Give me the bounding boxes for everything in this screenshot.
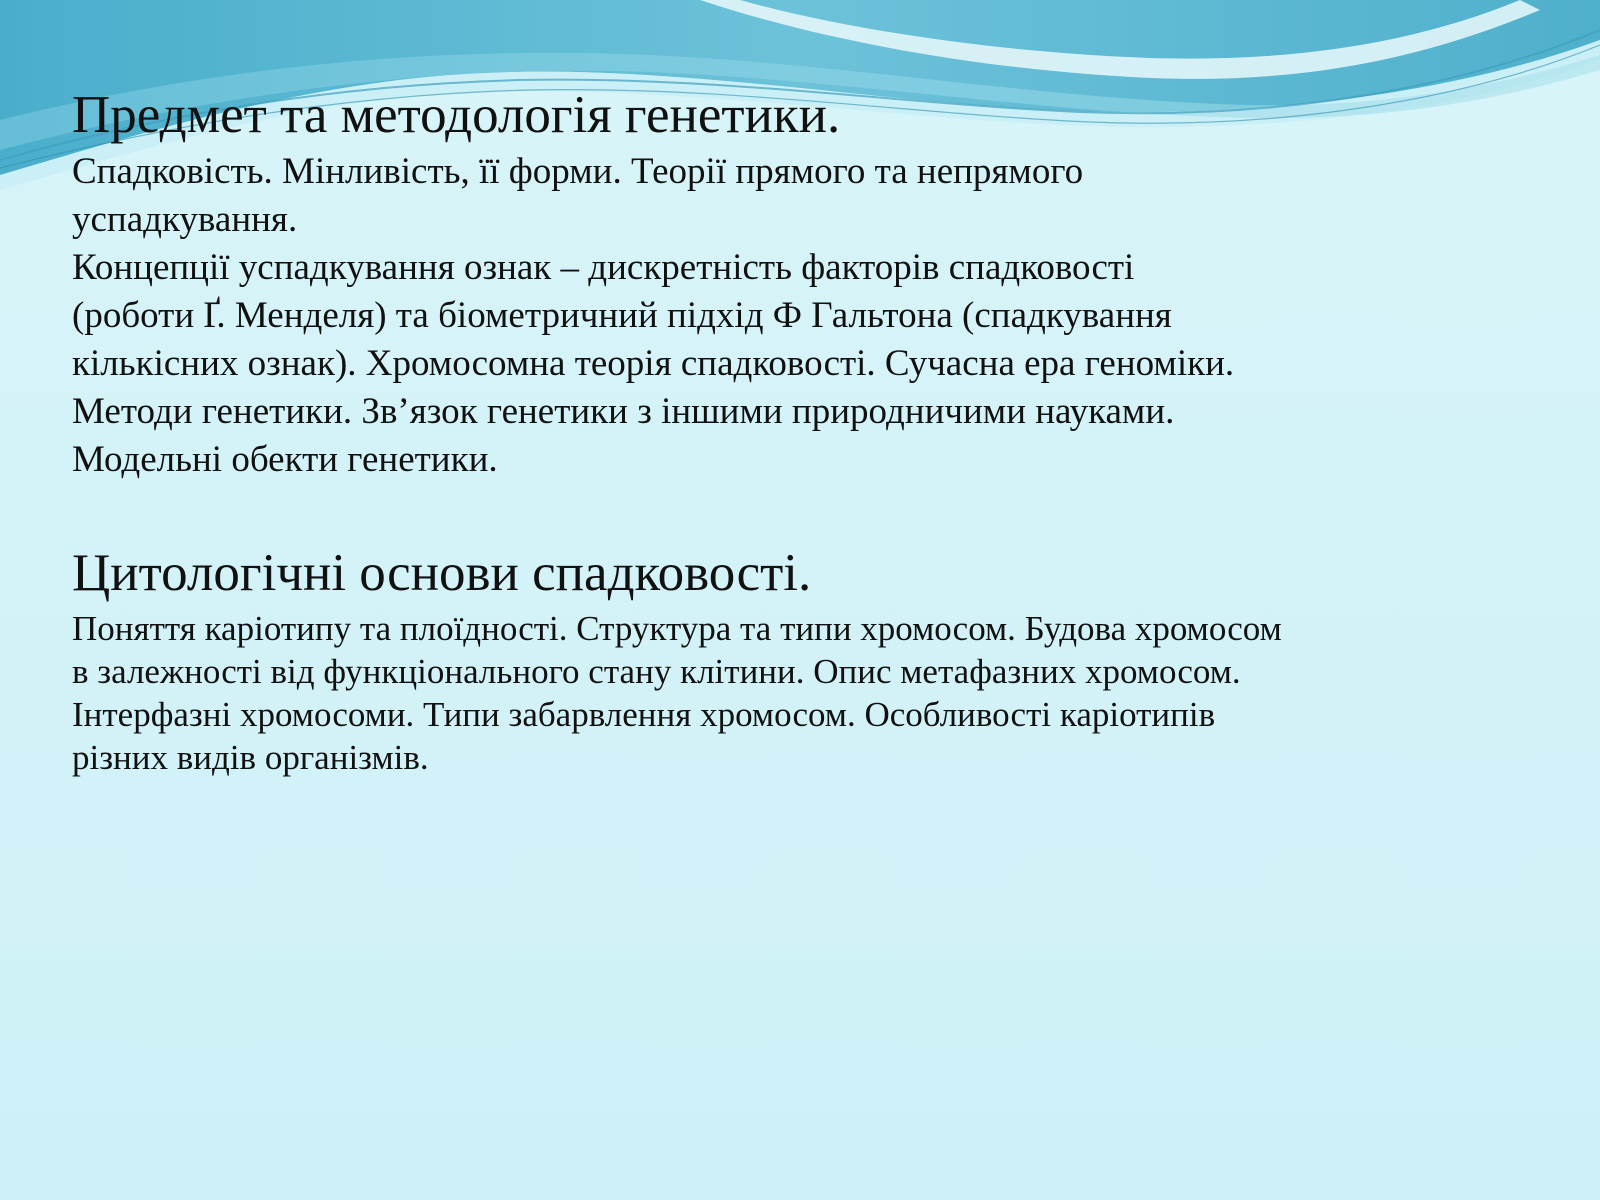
body-line: кількісних ознак). Хромосомна теорія спадковості. Сучасна ера геноміки.	[72, 342, 1235, 384]
section-genetics-subject	[72, 88, 1492, 484]
body-line: різних видів організмів.	[72, 738, 429, 778]
body-line: Методи генетики. Зв’язок генетики з іншими природничими науками.	[72, 390, 1175, 432]
section-title: Предмет та методологія генетики.	[72, 86, 841, 144]
section-body	[72, 148, 1492, 484]
body-line: в залежності від функціонального стану клітини. Опис метафазних хромосом.	[72, 652, 1241, 692]
body-line: Концепції успадкування ознак – дискретність факторів спадковості	[72, 246, 1135, 288]
section-cytological-basis	[72, 543, 1492, 780]
body-line: Інтерфазні хромосоми. Типи забарвлення хромосом. Особливості каріотипів	[72, 695, 1216, 735]
body-line: Поняття каріотипу та плоїдності. Структура та типи хромосом. Будова хромосом	[72, 609, 1282, 649]
slide-content	[72, 88, 1492, 779]
body-line: успадкування.	[72, 198, 298, 240]
body-line: (роботи Ґ. Менделя) та біометричний підхід Ф Гальтона (спадкування	[72, 294, 1172, 336]
body-line: Спадковість. Мінливість, її форми. Теорії прямого та непрямого	[72, 150, 1084, 192]
section-body	[72, 607, 1492, 779]
section-title: Цитологічні основи спадковості.	[72, 543, 812, 602]
body-line: Модельні обекти генетики.	[72, 438, 498, 480]
